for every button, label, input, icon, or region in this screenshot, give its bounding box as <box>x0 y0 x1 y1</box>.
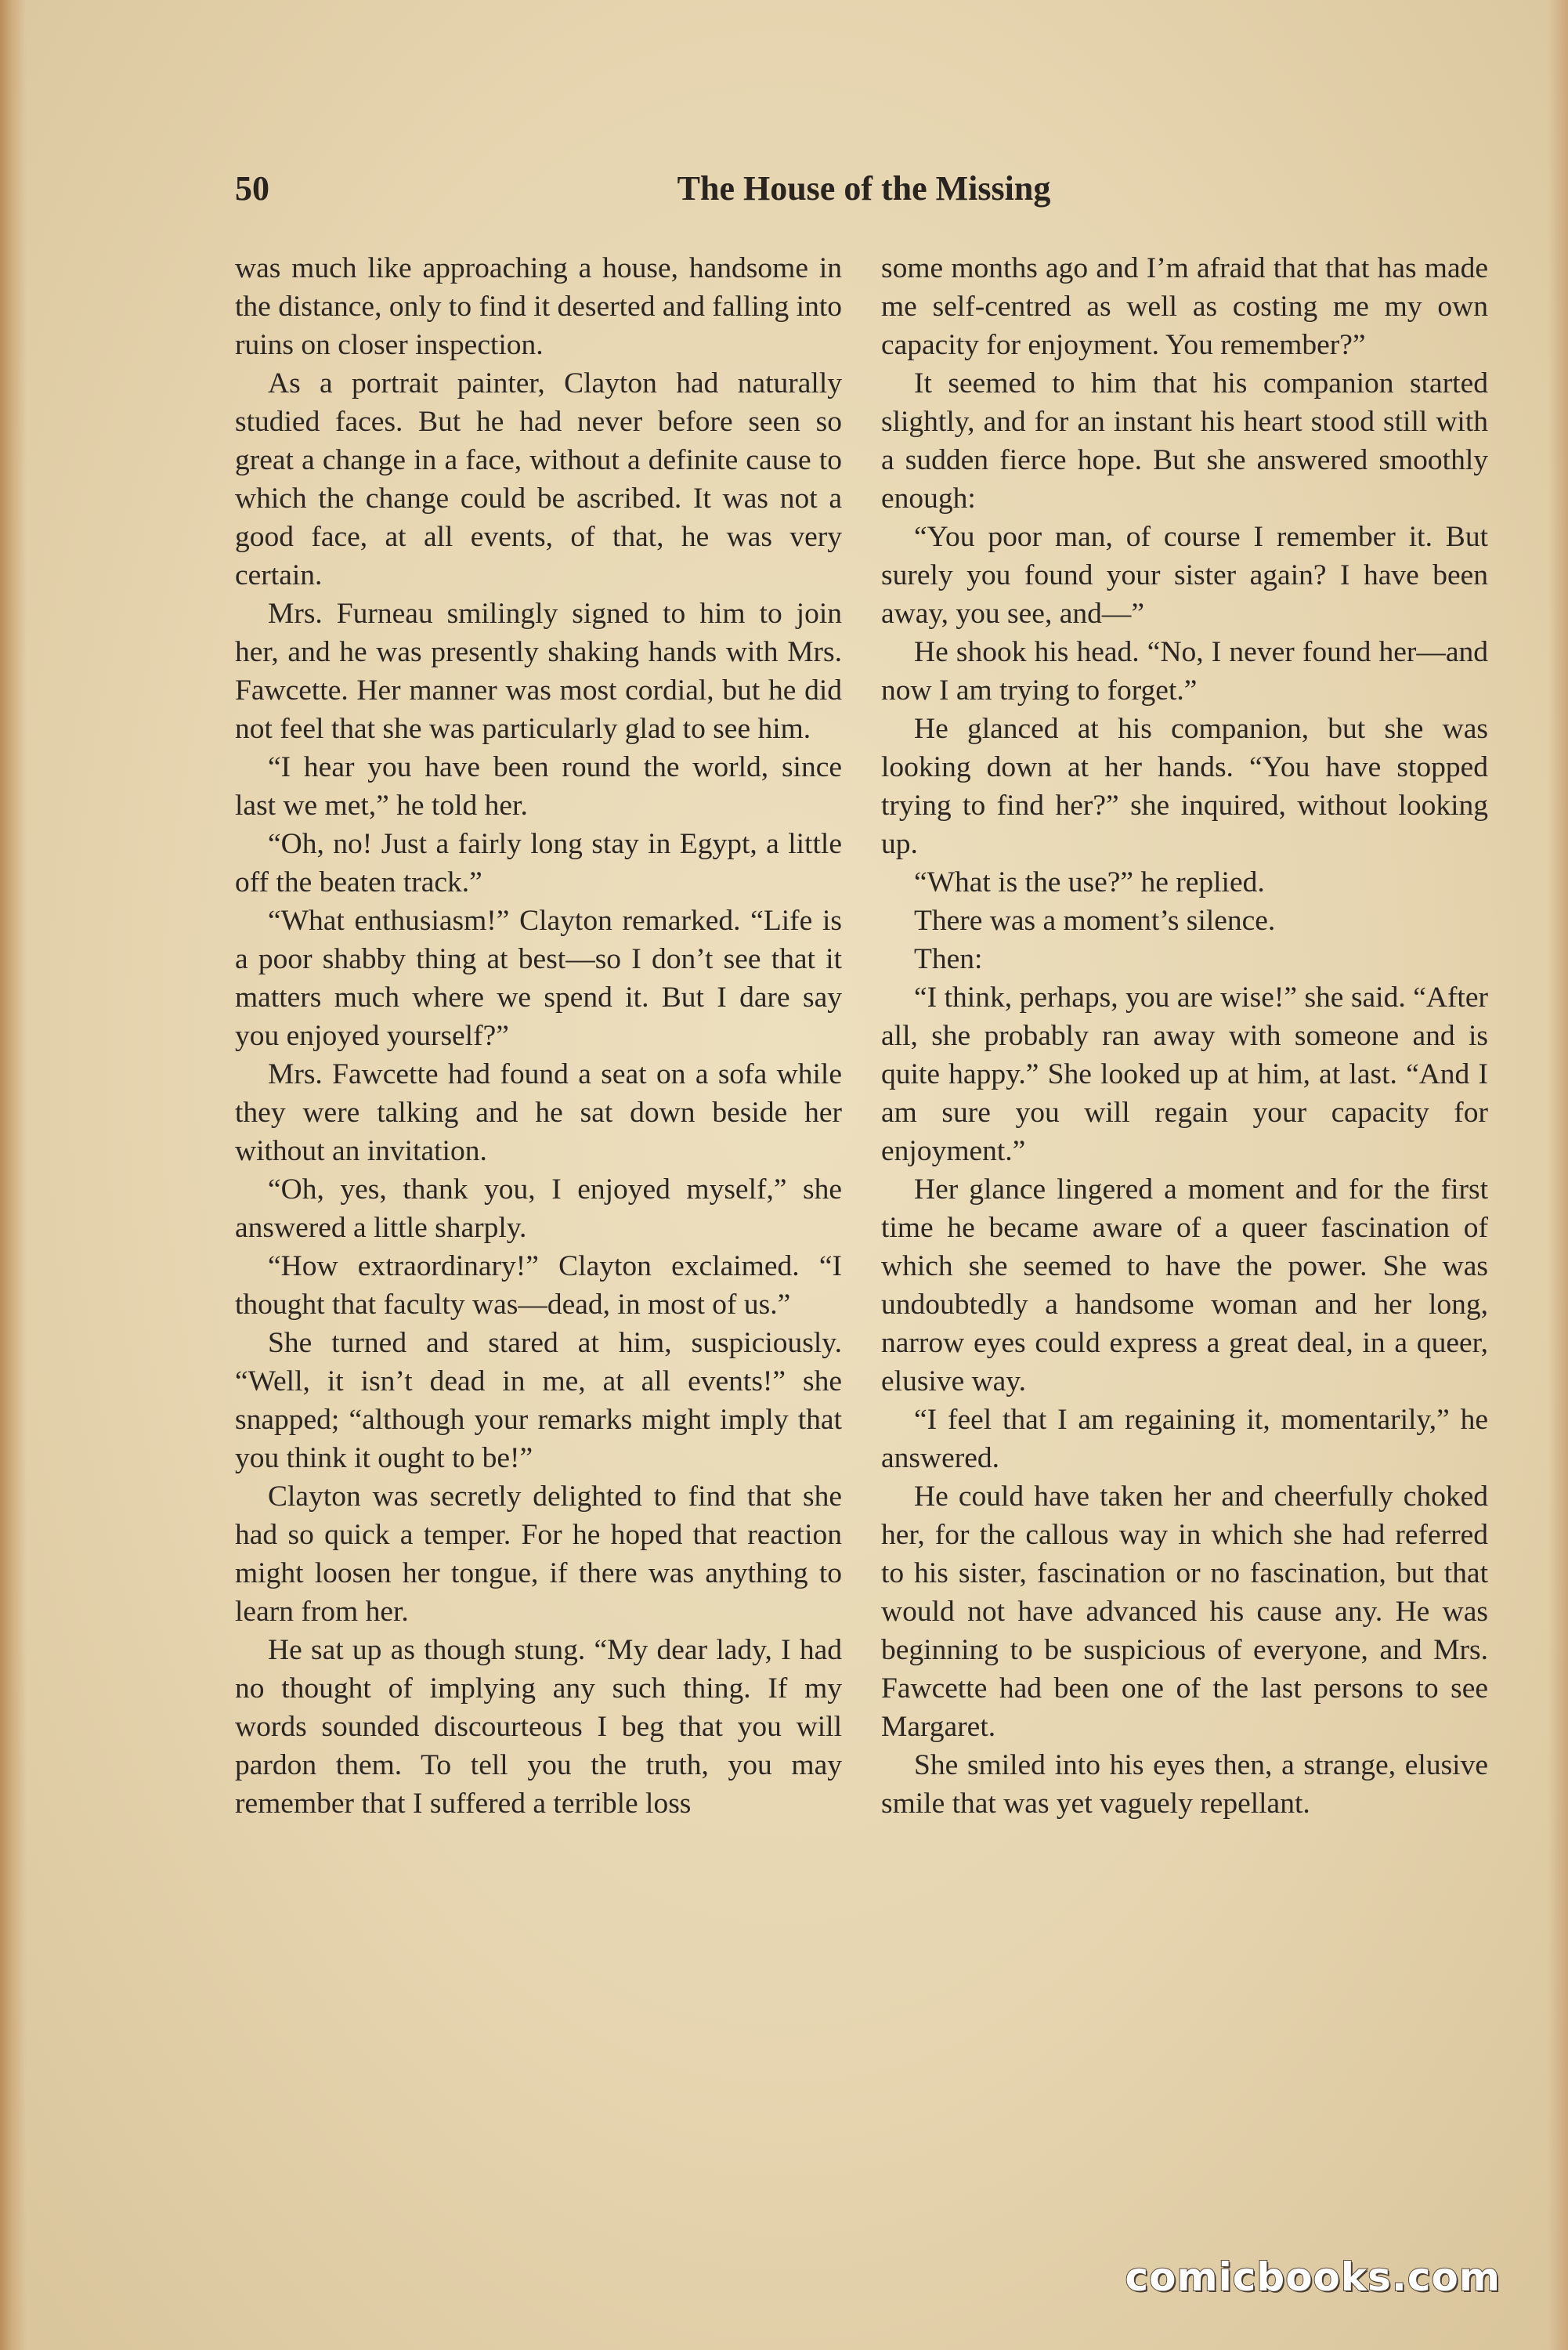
page-left-edge <box>0 0 27 2350</box>
paragraph: “You poor man, of course I remember it. But surely you found your sister again? I have been away, you see, and—” <box>881 521 1488 630</box>
paragraph: “I hear you have been round the world, since last we met,” he told her. <box>235 751 842 822</box>
paragraph: He could have taken her and cheerfully choked her, for the callous way in which she had referred to his sister, fascination or no fascination, but that would not have advanced his cause any. He was beginning to be suspicious of everyone, and Mrs. Fawcette had been one of the last persons to see Margaret. <box>881 1480 1488 1743</box>
paragraph: She turned and stared at him, suspiciously. “Well, it isn’t dead in me, at all events!” she snapped; “although your remarks might imply that you think it ought to be!” <box>235 1327 842 1474</box>
page-number: 50 <box>235 169 269 208</box>
paragraph: Then: <box>914 943 983 975</box>
paragraph: Clayton was secretly delighted to find that she had so quick a temper. For he hoped that reaction might loosen her tongue, if there was anything to learn from her. <box>235 1480 842 1628</box>
paragraph: She smiled into his eyes then, a strange, elusive smile that was yet vaguely repellant. <box>881 1749 1488 1820</box>
paragraph: “Oh, yes, thank you, I enjoyed myself,” she answered a little sharply. <box>235 1173 842 1244</box>
paragraph: He sat up as though stung. “My dear lady, I had no thought of implying any such thing. If my words sounded discourteous I beg that you will pardon them. To tell you the truth, you may remember that I suffered a terrible loss <box>235 1634 842 1820</box>
paragraph: was much like approaching a house, handsome in the distance, only to find it deserted and falling into ruins on closer inspection. <box>235 252 842 361</box>
paragraph: Her glance lingered a moment and for the first time he became aware of a queer fascination of which she seemed to have the power. She was undoubtedly a handsome woman and her long, narrow eyes could express a great deal, in a queer, elusive way. <box>881 1173 1488 1397</box>
page-right-edge <box>1548 0 1568 2350</box>
paragraph: It seemed to him that his companion started slightly, and for an instant his heart stood still with a sudden fierce hope. But she answered smoothly enough: <box>881 367 1488 515</box>
paragraph: some months ago and I’m afraid that that has made me self-centred as well as costing me my own capacity for enjoyment. You remember?” <box>881 252 1488 361</box>
paragraph: He shook his head. “No, I never found her—and now I am trying to forget.” <box>881 636 1488 707</box>
page-header <box>235 161 1493 216</box>
paragraph: Mrs. Fawcette had found a seat on a sofa while they were talking and he sat down beside her without an invitation. <box>235 1058 842 1167</box>
paragraph: “What is the use?” he replied. <box>914 866 1265 898</box>
paragraph: He glanced at his companion, but she was looking down at her hands. “You have stopped trying to find her?” she inquired, without looking up. <box>881 713 1488 860</box>
paragraph: Mrs. Furneau smilingly signed to him to join her, and he was presently shaking hands with Mrs. Fawcette. Her manner was most cordial, but he did not feel that she was particularly glad to see him. <box>235 598 842 745</box>
text-column-left <box>235 249 842 1823</box>
paragraph: There was a moment’s silence. <box>914 905 1276 937</box>
text-column-right <box>881 249 1488 1823</box>
paragraph: “I feel that I am regaining it, momentarily,” he answered. <box>881 1404 1488 1474</box>
paragraph: “I think, perhaps, you are wise!” she said. “After all, she probably ran away with someone and is quite happy.” She looked up at him, at last. “And I am sure you will regain your capacity for enjoyment.” <box>881 982 1488 1167</box>
running-title: The House of the Missing <box>677 169 1051 208</box>
paragraph: As a portrait painter, Clayton had naturally studied faces. But he had never before seen so great a change in a face, without a definite cause to which the change could be ascribed. It was not a good face, at all events, of that, he was very certain. <box>235 367 842 591</box>
paragraph: “Oh, no! Just a fairly long stay in Egypt, a little off the beaten track.” <box>235 828 842 898</box>
paragraph: “How extraordinary!” Clayton exclaimed. “I thought that faculty was—dead, in most of us.” <box>235 1250 842 1321</box>
watermark: comicbooks.com <box>1125 2254 1501 2300</box>
paragraph: “What enthusiasm!” Clayton remarked. “Life is a poor shabby thing at best—so I don’t see that it matters much where we spend it. But I dare say you enjoyed yourself?” <box>235 905 842 1052</box>
